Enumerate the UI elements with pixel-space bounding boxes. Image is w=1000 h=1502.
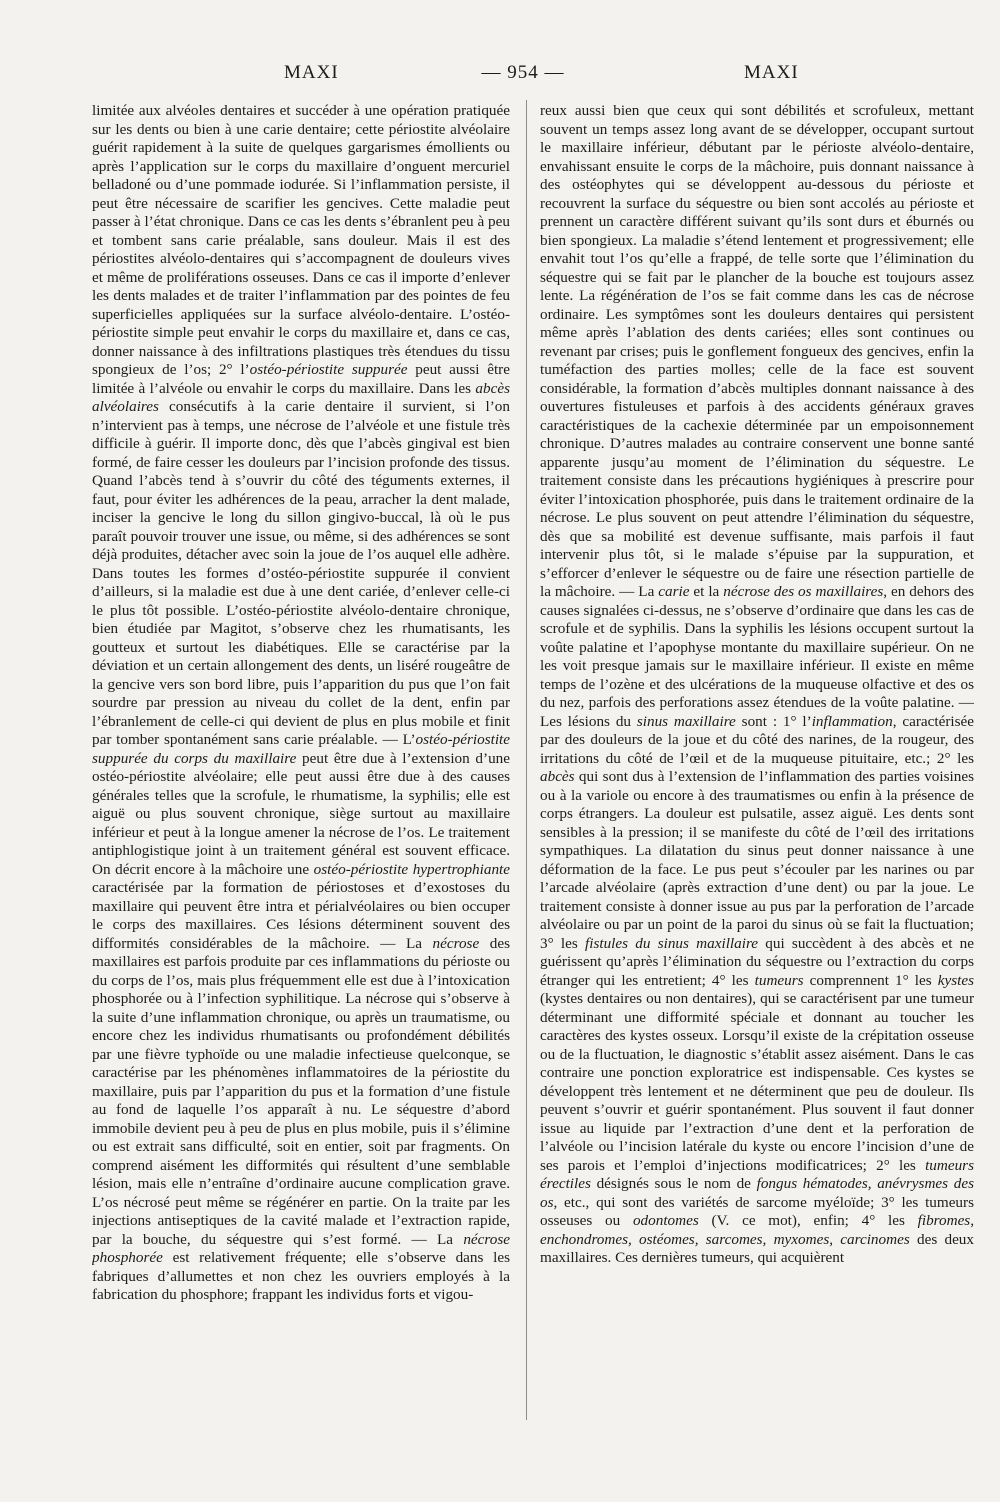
text-run: , caractérisée par des douleurs de la joue et du côté des narines, de la rougeur, des irritations du côté de l’œil et de la muqueuse pituitaire, etc.; 2° les [540, 712, 974, 767]
italic-term: fibromes, enchondromes, ostéomes, sarcomes, myxomes, carcinomes [540, 1212, 974, 1248]
text-run: , en dehors des causes signalées ci-dessus, ne s’observe d’ordinaire que dans les cas de scrofule et de syphilis. Dans la syphilis les lésions occupent surtout la voûte palatine et l’apophyse montante du maxillaire supérieur. On ne les voit presque jamais sur le maxillaire inférieur. Il existe en même temps de l’ozène et des ulcérations de la muqueuse olfactive et des os du nez, parfois des perforations assez étendues de la voûte palatine. — Les lésions du [540, 583, 974, 730]
text-run: (V. ce mot), enfin; 4° les [698, 1212, 918, 1229]
italic-term: nécrose [432, 934, 480, 952]
italic-term: inflammation [811, 712, 893, 730]
text-run: sont : 1° l’ [735, 712, 812, 730]
italic-term: carie [658, 583, 690, 600]
text-run: peut aussi être limitée à l’alvéole ou envahir le corps du maxillaire. Dans les [92, 361, 510, 397]
italic-term: odontomes [632, 1212, 699, 1229]
italic-term: ostéo-périostite suppurée [249, 361, 408, 378]
header-left-word: MAXI [284, 62, 339, 83]
italic-term: abcès [540, 768, 575, 785]
italic-term: tumeurs [754, 971, 804, 989]
left-column-text [92, 102, 510, 1305]
text-run: caractérisée par la formation de périostoses et d’exostoses du maxillaire qui peuvent être intra et périalvéolaires ou bien occuper le corps des maxillaires. Ces lésions déterminent souvent des difformités considérables de la mâchoire. — La [92, 879, 510, 952]
text-run: peut être due à l’extension d’une ostéo-périostite alvéolaire; elle peut aussi être due à des causes générales telles que la scrofule, le rhumatisme, la syphilis; elle est aiguë ou plus souvent chronique, siège surtout au maxillaire inférieur et peut à la longue amener la nécrose de l’os. Le traitement antiphlogistique joint à un traitement général est souvent efficace. On décrit encore à la mâchoire une [92, 749, 510, 878]
italic-term: nécrose phosphorée [92, 1230, 510, 1266]
italic-term: abcès alvéolaires [92, 379, 510, 415]
left-column [92, 102, 510, 1432]
right-column-text [540, 102, 974, 1268]
text-run: consécutifs à la carie dentaire il survient, si l’on n’intervient pas à temps, une nécrose de l’alvéole et une fistule très difficile à guérir. Il importe donc, dès que l’abcès gingival est bien formé, de faire cesser les douleurs par l’incision profonde des tissus. Quand l’abcès tend à s’ouvrir du côté des téguments externes, il faut, pour éviter les adhérences de la peau, arracher la dent malade, inciser la gencive le long du sillon gingivo-buccal, là où le pus paraît pouvoir trouver une issue, ou même, si des adhérences se sont déjà produites, détacher avec soin la joue de l’os auquel elle adhère. Dans toutes les formes d’ostéo-périostite suppurée il convient d’ailleurs, si la maladie est due à une dent cariée, d’enlever celle-ci le plus tôt possible. L’ostéo-périostite alvéolo-dentaire chronique, bien étudiée par Magitot, s’observe chez les rhumatisants, les goutteux et surtout les diabétiques. Elle se caractérise par la déviation et un certain allongement des dents, un liséré rougeâtre de la gencive vers son bord libre, puis l’apparition du pus que l’on fait sourdre par pression au niveau du collet de la dent, enfin par l’ébranlement de celle-ci qui devient de plus en plus mobile et finit par tomber spontanément sans carie préalable. — L’ [92, 398, 510, 748]
page-number: — 954 — [481, 62, 565, 83]
italic-term: fongus hématodes, anévrysmes des os [540, 1175, 974, 1211]
text-run: (kystes dentaires ou non dentaires), qui se caractérisent par une tumeur déterminant une difformité spéciale et donnant au toucher les caractères des kystes osseux. Lorsqu’il existe de la crépitation osseuse ou de la fluctuation, le diagnostic s’établit assez aisément. Dans le cas contraire une ponction exploratrice est indispensable. Ces kystes se développent très lentement et ne déterminent que peu de douleur. Ils peuvent s’ouvrir et guérir spontanément. Plus souvent il faut donner issue au liquide par l’extraction d’une dent et la perforation de l’alvéole ou l’incision latérale du kyste ou encore l’incision d’une de ses parois et l’emploi d’injections modificatrices; 2° les [540, 990, 974, 1174]
text-run: , etc., qui sont des variétés de sarcome myéloïde; 3° les tumeurs osseuses ou [540, 1193, 974, 1229]
text-run: des maxillaires est parfois produite par ces inflammations du périoste ou du corps de l’os, mais plus fréquemment elle est due à l’intoxication phosphorée ou à l’infection syphilitique. La nécrose qui s’observe à la suite d’une inflammation chronique, ou après un traumatisme, ou encore chez les individus rhumatisants ou profondément débilités par une fièvre typhoïde ou une maladie infectieuse quelconque, se caractérise par les phénomènes inflammatoires de la périostite du maxillaire, puis par l’apparition du pus et la formation d’une fistule au fond de laquelle l’os apparaît à nu. Le séquestre d’abord immobile devient peu à peu de plus en plus mobile, puis il s’élimine ou est extrait sans difficulté, soit en entier, soit par fragments. On comprend aisément les difformités qui résultent d’une semblable lésion, mais elle n’entraîne d’ordinaire aucune complication grave. L’os nécrosé peut même se régénérer en partie. On la traite par les injections antiseptiques de la cavité malade et l’extraction rapide, par la bouche, du séquestre qui s’est formé. — La [92, 934, 510, 1248]
text-run: comprennent 1° les [803, 971, 938, 989]
text-run: reux aussi bien que ceux qui sont débilités et scrofuleux, mettant souvent un temps assez long avant de se développer, occupant surtout le maxillaire inférieur, débutant par le périoste alvéolo-dentaire, envahissant ensuite le corps de la mâchoire, puis donnant naissance à des ostéophytes qui se développent au-dessous du périoste et recouvrent la surface du séquestre ou bien sont accolés au périoste et prennent un caractère différent suivant qu’ils sont durs et éburnés ou bien spongieux. La maladie s’étend lentement et progressivement; elle envahit tout l’os qu’elle a frappé, de telle sorte que l’élimination du séquestre qui se fait par le plancher de la bouche est toujours assez lente. La régénération de l’os se fait comme dans les cas de nécrose ordinaire. Les symptômes sont les douleurs dentaires qui persistent même après l’ablation des dents cariées; elles sont continues ou revenant par crises; puis le gonflement fongueux des gencives, enfin la tuméfaction des parties molles; celle de la face est souvent considérable, la formation d’abcès multiples donnant naissance à des ouvertures fistuleuses et parfois à des accidents généraux graves caractéristiques de la cachexie déterminée par un empoisonnement chronique. D’autres malades au contraire conservent une bonne santé apparente jusqu’au moment de l’élimination du séquestre. Le traitement consiste dans les précautions hygiéniques à prescrire pour éviter l’intoxication phosphorée, puis dans le traitement ordinaire de la nécrose. Le plus souvent on peut attendre l’élimination du séquestre, dès que sa mobilité est devenue suffisante, mais parfois il faut intervenir plus tôt, si le malade s’épuise par la suppuration, et s’efforcer d’enlever le séquestre ou de faire une résection partielle de la mâchoire. — La [540, 102, 974, 600]
text-run: désignés sous le nom de [590, 1175, 757, 1192]
italic-term: sinus maxillaire [636, 712, 736, 730]
text-run: des deux maxillaires. Ces dernières tumeurs, qui acquièrent [540, 1230, 974, 1266]
italic-term: ostéo-périostite suppurée du corps du maxillaire [92, 731, 510, 767]
running-header [0, 62, 1000, 92]
text-run: qui sont dus à l’extension de l’inflammation des parties voisines ou à la variole ou encore à des traumatismes ou enfin à la présence de corps étrangers. La douleur est pulsatile, assez aiguë. Les dents sont sensibles à la pression; il se manifeste du côté de l’œil des irritations sympathiques. La dilatation du sinus peut donner naissance à une déformation de la face. Le pus peut s’écouler par les narines ou par l’arcade alvéolaire (après extraction d’une dent) ou par la joue. Le traitement consiste à donner issue au pus par la perforation de l’arcade alvéolaire ou par un point de la paroi du sinus où se fait la fluctuation; 3° les [540, 768, 974, 952]
italic-term: kystes [937, 971, 974, 989]
text-run: qui succèdent à des abcès et ne guérissent qu’après l’élimination du séquestre ou l’extraction du corps étranger qui les entretient; 4° les [540, 934, 974, 989]
column-divider [526, 100, 527, 1420]
right-column [540, 102, 974, 1432]
italic-term: fistules du sinus maxillaire [585, 934, 759, 952]
italic-term: nécrose des os maxillaires [723, 583, 884, 600]
italic-term: ostéo-périostite hypertrophiante [313, 860, 510, 878]
text-run: limitée aux alvéoles dentaires et succéder à une opération pratiquée sur les dents ou bien à une carie dentaire; cette périostite alvéolaire guérit rapidement à la suite de quelques gargarismes émollients ou après l’application sur le corps du maxillaire d’onguent mercuriel belladoné ou d’une pommade iodurée. Si l’inflammation persiste, il peut être nécessaire de scarifier les gencives. Cette maladie peut passer à l’état chronique. Dans ce cas les dents s’ébranlent peu à peu et tombent sans carie préalable, sans douleur. Mais il est des périostites alvéolo-dentaires qui s’accompagnent de douleurs vives et même de proliférations osseuses. Dans ce cas il importe d’enlever les dents malades et de traiter l’inflammation par des pointes de feu superficielles appliquées sur la surface alvéolo-dentaire. L’ostéo-périostite simple peut envahir le corps du maxillaire et, dans ce cas, donner naissance à des infiltrations plastiques très étendues du tissu spongieux de l’os; 2° l’ [92, 102, 510, 378]
text-run: est relativement fréquente; elle s’observe dans les fabriques d’allumettes et non chez les ouvriers employés à la fabrication du phosphore; frappant les individus forts et vigou- [92, 1249, 510, 1303]
text-run: et la [689, 583, 724, 600]
italic-term: tumeurs érectiles [540, 1156, 974, 1192]
header-right-word: MAXI [744, 62, 799, 83]
